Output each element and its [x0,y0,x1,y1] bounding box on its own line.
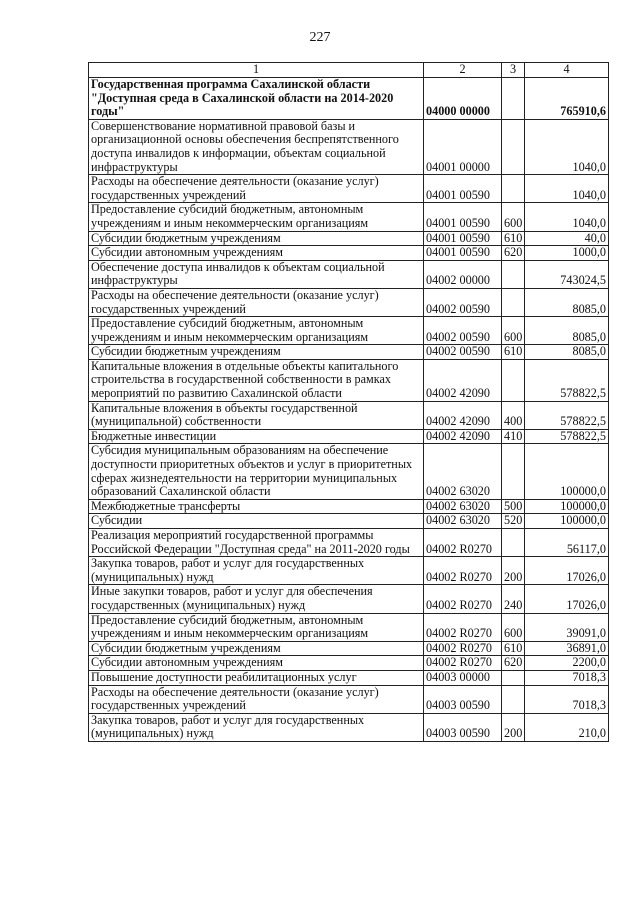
row-target-code: 04002 00590 [424,288,502,316]
row-description: Расходы на обеспечение деятельности (оказание услуг) государственных учреждений [89,288,424,316]
row-expense-type: 400 [502,401,525,429]
row-target-code: 04000 00000 [424,78,502,120]
row-target-code: 04002 00000 [424,260,502,288]
budget-table-body [89,63,609,742]
table-row [89,514,609,529]
table-row [89,670,609,685]
table-row [89,78,609,120]
header-col-2: 2 [424,63,502,78]
row-expense-type [502,444,525,499]
table-row [89,317,609,345]
row-description: Закупка товаров, работ и услуг для государственных (муниципальных) нужд [89,713,424,741]
row-target-code: 04002 63020 [424,444,502,499]
row-expense-type: 610 [502,231,525,246]
row-expense-type: 610 [502,345,525,360]
row-amount: 1040,0 [525,119,609,174]
row-target-code: 04002 R0270 [424,585,502,613]
table-row [89,359,609,401]
row-amount: 1040,0 [525,175,609,203]
row-amount: 7018,3 [525,670,609,685]
row-amount: 100000,0 [525,444,609,499]
table-row [89,557,609,585]
row-target-code: 04003 00000 [424,670,502,685]
table-row [89,713,609,741]
table-row [89,246,609,261]
row-expense-type: 600 [502,317,525,345]
row-expense-type: 200 [502,557,525,585]
header-col-3: 3 [502,63,525,78]
row-expense-type: 500 [502,499,525,514]
row-amount: 578822,5 [525,401,609,429]
row-description: Совершенствование нормативной правовой базы и организационной основы обеспечения беспрепятственного доступа инвалидов к информации, объектам социальной инфраструктуры [89,119,424,174]
row-description: Расходы на обеспечение деятельности (оказание услуг) государственных учреждений [89,175,424,203]
header-col-4: 4 [525,63,609,78]
row-description: Государственная программа Сахалинской области "Доступная среда в Сахалинской области на 2014-2020 годы" [89,78,424,120]
row-expense-type: 240 [502,585,525,613]
row-description: Капитальные вложения в отдельные объекты капитального строительства в государственной собственности в рамках мероприятий по развитию Сахалинской области [89,359,424,401]
row-amount: 8085,0 [525,345,609,360]
row-expense-type [502,288,525,316]
row-amount: 8085,0 [525,288,609,316]
row-target-code: 04002 63020 [424,499,502,514]
row-target-code: 04001 00590 [424,203,502,231]
row-target-code: 04001 00590 [424,246,502,261]
row-amount: 1040,0 [525,203,609,231]
row-target-code: 04002 63020 [424,514,502,529]
row-description: Реализация мероприятий государственной программы Российской Федерации "Доступная среда" на 2011-2020 годы [89,529,424,557]
row-expense-type: 600 [502,203,525,231]
row-expense-type: 620 [502,656,525,671]
row-description: Иные закупки товаров, работ и услуг для обеспечения государственных (муниципальных) нужд [89,585,424,613]
row-description: Субсидии бюджетным учреждениям [89,641,424,656]
row-target-code: 04002 R0270 [424,641,502,656]
row-amount: 743024,5 [525,260,609,288]
header-col-1: 1 [89,63,424,78]
table-row [89,499,609,514]
row-target-code: 04002 R0270 [424,613,502,641]
table-row [89,119,609,174]
table-row [89,203,609,231]
table-row [89,585,609,613]
page-number: 227 [309,30,331,45]
row-description: Предоставление субсидий бюджетным, автономным учреждениям и иным некоммерческим организациям [89,613,424,641]
row-expense-type [502,119,525,174]
row-expense-type [502,670,525,685]
row-amount: 578822,5 [525,359,609,401]
row-amount: 36891,0 [525,641,609,656]
row-target-code: 04003 00590 [424,713,502,741]
row-amount: 17026,0 [525,557,609,585]
row-expense-type [502,175,525,203]
row-target-code: 04002 42090 [424,359,502,401]
table-row [89,685,609,713]
row-expense-type: 620 [502,246,525,261]
row-expense-type [502,260,525,288]
row-target-code: 04001 00590 [424,175,502,203]
row-expense-type [502,685,525,713]
row-description: Субсидии автономным учреждениям [89,246,424,261]
row-expense-type: 600 [502,613,525,641]
row-amount: 7018,3 [525,685,609,713]
row-target-code: 04002 R0270 [424,656,502,671]
row-amount: 2200,0 [525,656,609,671]
row-description: Субсидии бюджетным учреждениям [89,345,424,360]
row-description: Обеспечение доступа инвалидов к объектам социальной инфраструктуры [89,260,424,288]
row-target-code: 04002 42090 [424,401,502,429]
row-target-code: 04002 42090 [424,429,502,444]
table-row [89,175,609,203]
table-row [89,345,609,360]
row-amount: 100000,0 [525,499,609,514]
row-amount: 56117,0 [525,529,609,557]
row-amount: 1000,0 [525,246,609,261]
table-row [89,613,609,641]
row-target-code: 04001 00000 [424,119,502,174]
row-target-code: 04002 00590 [424,317,502,345]
row-description: Закупка товаров, работ и услуг для государственных (муниципальных) нужд [89,557,424,585]
table-row [89,401,609,429]
row-expense-type: 200 [502,713,525,741]
row-amount: 578822,5 [525,429,609,444]
row-target-code: 04002 R0270 [424,529,502,557]
row-target-code: 04002 R0270 [424,557,502,585]
row-amount: 39091,0 [525,613,609,641]
table-row [89,444,609,499]
table-row [89,231,609,246]
row-description: Капитальные вложения в объекты государственной (муниципальной) собственности [89,401,424,429]
row-amount: 8085,0 [525,317,609,345]
row-description: Повышение доступности реабилитационных услуг [89,670,424,685]
budget-table [88,62,609,742]
row-amount: 40,0 [525,231,609,246]
row-description: Бюджетные инвестиции [89,429,424,444]
row-description: Предоставление субсидий бюджетным, автономным учреждениям и иным некоммерческим организациям [89,317,424,345]
row-amount: 17026,0 [525,585,609,613]
row-amount: 100000,0 [525,514,609,529]
table-header-row [89,63,609,78]
row-description: Расходы на обеспечение деятельности (оказание услуг) государственных учреждений [89,685,424,713]
row-amount: 765910,6 [525,78,609,120]
row-expense-type: 520 [502,514,525,529]
row-target-code: 04003 00590 [424,685,502,713]
row-description: Субсидии автономным учреждениям [89,656,424,671]
row-description: Межбюджетные трансферты [89,499,424,514]
row-description: Субсидии [89,514,424,529]
table-row [89,260,609,288]
table-row [89,656,609,671]
row-expense-type: 610 [502,641,525,656]
table-row [89,288,609,316]
row-expense-type [502,78,525,120]
row-target-code: 04002 00590 [424,345,502,360]
table-row [89,641,609,656]
row-description: Субсидии бюджетным учреждениям [89,231,424,246]
row-description: Предоставление субсидий бюджетным, автономным учреждениям и иным некоммерческим организациям [89,203,424,231]
row-target-code: 04001 00590 [424,231,502,246]
table-row [89,429,609,444]
row-expense-type: 410 [502,429,525,444]
row-expense-type [502,529,525,557]
row-expense-type [502,359,525,401]
row-amount: 210,0 [525,713,609,741]
table-row [89,529,609,557]
row-description: Субсидия муниципальным образованиям на обеспечение доступности приоритетных объектов и услуг в приоритетных сферах жизнедеятельности на территории муниципальных образований Сахалинской области [89,444,424,499]
